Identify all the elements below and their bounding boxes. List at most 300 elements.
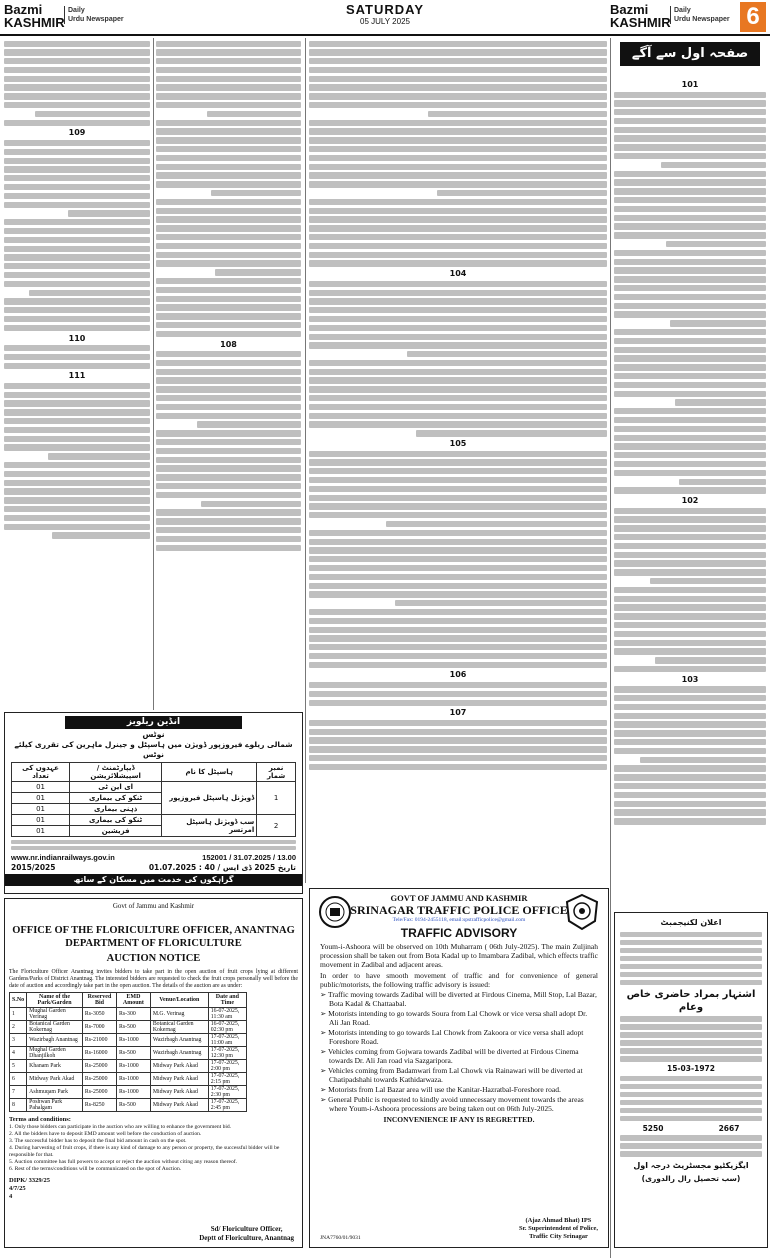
text-line xyxy=(614,109,766,115)
flori-col-header: Venue/Location xyxy=(150,993,208,1008)
text-line xyxy=(156,322,301,328)
table-cell: 2 xyxy=(10,1021,27,1034)
text-line xyxy=(309,225,607,231)
table-cell: Midway Park Akad xyxy=(150,1073,208,1086)
column-divider xyxy=(153,38,154,710)
text-line xyxy=(614,470,766,476)
railway-title: انڈین ریلویز xyxy=(65,716,242,729)
row-dept: ٹنکو کی بیماری xyxy=(70,793,162,804)
item-number: 104 xyxy=(449,269,467,279)
traffic-point: ➢ Motorists from Lal Bazar area will use the Kanitar-Hazratbal-Foreshore road. xyxy=(320,1085,561,1094)
text-line xyxy=(29,290,150,296)
text-line xyxy=(156,465,301,471)
floriculture-notice xyxy=(4,898,303,1248)
text-line xyxy=(4,418,150,424)
traffic-points xyxy=(320,990,598,1113)
traffic-point: ➢ Traffic moving towards Zadibal will be diverted at Firdous Cinema, Mill Stop, Lal Bazar, Bota Kadal & Chattaabal. xyxy=(320,990,597,1008)
text-line xyxy=(4,427,150,433)
article-text xyxy=(4,41,150,126)
police-emblem-icon xyxy=(318,895,352,929)
railway-website[interactable]: www.nr.indianrailways.gov.in xyxy=(11,852,115,862)
text-line xyxy=(395,600,607,606)
text-line xyxy=(309,755,607,761)
text-line xyxy=(620,1032,762,1038)
text-line xyxy=(156,287,301,293)
text-line xyxy=(309,290,607,296)
text-line xyxy=(309,691,607,697)
text-line xyxy=(309,609,607,615)
item-number: 102 xyxy=(681,496,699,506)
text-line xyxy=(614,569,766,575)
table-row xyxy=(10,1021,247,1034)
table-row xyxy=(10,1034,247,1047)
railway-table xyxy=(11,762,296,837)
text-line xyxy=(309,700,607,706)
text-line xyxy=(614,543,766,549)
railway-year: 2015/2025 xyxy=(11,862,56,872)
text-line xyxy=(309,67,607,73)
text-line xyxy=(614,508,766,514)
right-masthead xyxy=(610,3,671,29)
table-cell: Rs-21000 xyxy=(82,1034,116,1047)
text-line xyxy=(309,281,607,287)
table-cell: Rs-1000 xyxy=(117,1060,151,1073)
text-line xyxy=(309,627,607,633)
right-tagline xyxy=(670,6,730,24)
traffic-sig-title: Sr. Superintendent of Police, xyxy=(518,1225,598,1232)
text-line xyxy=(156,509,301,515)
text-line xyxy=(309,360,607,366)
notice-figure: 2667 xyxy=(718,1123,740,1133)
text-line xyxy=(4,263,150,269)
text-line xyxy=(11,846,296,850)
table-cell: Rs-300 xyxy=(117,1008,151,1021)
text-line xyxy=(309,316,607,322)
text-line xyxy=(614,560,766,566)
page-number: 6 xyxy=(740,2,766,32)
flori-table xyxy=(9,992,247,1112)
table-cell: 17-07-2025, 11:00 am xyxy=(208,1034,246,1047)
text-line xyxy=(4,193,150,199)
text-line xyxy=(156,545,301,551)
table-cell: 16-07-2025, 11:30 am xyxy=(208,1008,246,1021)
flori-ref-date: 4/7/25 xyxy=(9,1185,26,1192)
row-dept: ای این ٹی xyxy=(70,782,162,793)
text-line xyxy=(156,386,301,392)
text-line xyxy=(416,430,607,436)
table-cell: Midway Park Akad xyxy=(150,1086,208,1099)
railway-reference: 152001 / 31.07.2025 / 13.00 xyxy=(202,852,296,862)
text-line xyxy=(614,355,766,361)
text-line xyxy=(48,453,150,459)
text-line xyxy=(620,948,762,954)
jk-police-badge-icon xyxy=(564,893,600,931)
table-cell: 16-07-2025, 02:30 pm xyxy=(208,1021,246,1034)
table-row xyxy=(10,1060,247,1073)
text-line xyxy=(309,146,607,152)
notice-date: 15-03-1972 xyxy=(667,1064,715,1073)
item-number: 109 xyxy=(68,128,86,138)
left-masthead xyxy=(4,3,65,29)
text-line xyxy=(4,41,150,47)
traffic-ref: JNA7760/01/9031 xyxy=(320,1235,361,1241)
text-line xyxy=(156,304,301,310)
text-line xyxy=(156,492,301,498)
text-line xyxy=(309,720,607,726)
text-line xyxy=(309,635,607,641)
row-count: 01 xyxy=(12,815,70,826)
notice-text xyxy=(620,1135,762,1157)
text-line xyxy=(4,497,150,503)
text-line xyxy=(309,729,607,735)
flori-sign-2: Deptt of Floriculture, Anantnag xyxy=(199,1234,294,1242)
notice-figures xyxy=(615,1124,767,1133)
row-dept: فزیشین xyxy=(70,826,162,837)
text-line xyxy=(614,364,766,370)
text-line xyxy=(309,644,607,650)
text-line xyxy=(156,430,301,436)
text-line xyxy=(156,67,301,73)
text-line xyxy=(620,1040,762,1046)
text-line xyxy=(4,237,150,243)
text-line xyxy=(614,452,766,458)
table-cell: Botanical Garden Kokernag xyxy=(27,1021,83,1034)
masthead-top: Bazmi xyxy=(610,2,649,17)
text-line xyxy=(156,49,301,55)
text-line xyxy=(620,1048,762,1054)
dateline xyxy=(300,2,470,26)
text-line xyxy=(614,329,766,335)
text-line xyxy=(614,695,766,701)
traffic-point: ➢ Vehicles coming from Badamwari from Lal Chowk via Rainawari will be diverted at Chatipadshahi towards Kathidarwaza. xyxy=(320,1066,583,1084)
article-text xyxy=(309,720,607,770)
text-line xyxy=(4,140,150,146)
text-line xyxy=(156,164,301,170)
text-line xyxy=(4,480,150,486)
flori-ref: DIPK/ 3329/25 xyxy=(9,1177,50,1184)
table-cell: Ashmuqam Park xyxy=(27,1086,83,1099)
text-line xyxy=(614,640,766,646)
text-line xyxy=(309,468,607,474)
text-line xyxy=(309,574,607,580)
text-line xyxy=(309,459,607,465)
table-cell: Khanam Park xyxy=(27,1060,83,1073)
text-line xyxy=(620,932,762,938)
text-line xyxy=(156,58,301,64)
text-line xyxy=(4,76,150,82)
text-line xyxy=(620,1076,762,1082)
text-line xyxy=(156,199,301,205)
text-line xyxy=(156,225,301,231)
article-text xyxy=(614,508,766,673)
text-line xyxy=(4,158,150,164)
text-line xyxy=(4,392,150,398)
text-line xyxy=(620,1108,762,1114)
text-line xyxy=(309,404,607,410)
item-number: 107 xyxy=(449,708,467,718)
flori-col-header: Reserved Bid xyxy=(82,993,116,1008)
text-line xyxy=(156,208,301,214)
text-line xyxy=(4,166,150,172)
text-line xyxy=(614,613,766,619)
flori-col-header: Name of the Park/Garden xyxy=(27,993,83,1008)
text-line xyxy=(309,199,607,205)
flori-intro: The Floriculture Officer Anantnag invites bidders to take part in the open auction of fruit crops lying at different Gardens/Parks of District Anantnag. The interested bidders are requested to check the fruit crops personally well before the date of auction and accordingly take part in the open auction. The details of the auction are as under: xyxy=(9,969,298,989)
text-line xyxy=(4,462,150,468)
row-count: 01 xyxy=(12,826,70,837)
text-line xyxy=(309,486,607,492)
text-line xyxy=(309,41,607,47)
table-cell: Rs-25000 xyxy=(82,1086,116,1099)
flori-term: 4. During harvesting of fruit crops, if there is any kind of damage to any person or property, the successful bidder will be responsible for that. xyxy=(9,1145,280,1158)
item-number: 108 xyxy=(220,339,237,349)
text-line xyxy=(614,206,766,212)
urdu-notice-title: اعلان لکنیجمبٹ xyxy=(660,918,722,927)
text-line xyxy=(156,377,301,383)
text-line xyxy=(614,487,766,493)
article-text xyxy=(309,451,607,668)
text-line xyxy=(4,524,150,530)
table-cell: Midway Park Akad xyxy=(150,1099,208,1112)
tag-daily: Daily xyxy=(68,7,85,14)
text-line xyxy=(4,363,150,369)
text-line xyxy=(614,382,766,388)
text-line xyxy=(309,137,607,143)
text-line xyxy=(614,552,766,558)
text-line xyxy=(11,840,296,844)
text-line xyxy=(614,338,766,344)
article-text xyxy=(309,41,607,267)
text-line xyxy=(614,622,766,628)
text-line xyxy=(620,1116,762,1122)
flori-sign-1: Sd/ Floriculture Officer, xyxy=(210,1225,283,1233)
text-line xyxy=(4,102,150,108)
text-line xyxy=(309,243,607,249)
section-title: صفحہ اول سے آگے xyxy=(620,42,760,66)
urdu-public-notice xyxy=(614,912,768,1248)
right-column xyxy=(614,38,766,908)
text-line xyxy=(614,223,766,229)
table-cell: 6 xyxy=(10,1073,27,1086)
table-cell: 17-07-2025, 2:45 pm xyxy=(208,1099,246,1112)
day-label: SATURDAY xyxy=(345,2,425,17)
table-cell: 8 xyxy=(10,1099,27,1112)
text-line xyxy=(620,1100,762,1106)
traffic-govt: GOVT OF JAMMU AND KASHMIR xyxy=(390,893,528,903)
flori-terms xyxy=(9,1124,298,1173)
text-line xyxy=(614,100,766,106)
text-line xyxy=(614,783,766,789)
table-cell: Rs-3050 xyxy=(82,1008,116,1021)
text-line xyxy=(309,764,607,770)
table-row xyxy=(10,1047,247,1060)
flori-term: 1. Only those bidders can participate in the auction who are willing to enhance the government bid. xyxy=(9,1124,232,1130)
text-line xyxy=(675,399,766,405)
text-line xyxy=(620,1143,762,1149)
text-line xyxy=(614,704,766,710)
article-text xyxy=(4,140,150,331)
text-line xyxy=(4,506,150,512)
text-line xyxy=(156,146,301,152)
text-line xyxy=(156,313,301,319)
text-line xyxy=(614,525,766,531)
text-line xyxy=(309,334,607,340)
text-line xyxy=(156,41,301,47)
text-line xyxy=(655,657,766,663)
text-line xyxy=(211,190,301,196)
notice-text xyxy=(620,932,762,986)
table-cell: 4 xyxy=(10,1047,27,1060)
text-line xyxy=(4,93,150,99)
text-line xyxy=(4,383,150,389)
text-line xyxy=(614,713,766,719)
traffic-point: ➢ General Public is requested to kindly avoid unnecessary movement towards the areas where Youm-i-Ashoora processions are being taken out on 06th July-2025. xyxy=(320,1095,584,1113)
text-line xyxy=(156,360,301,366)
text-line xyxy=(4,49,150,55)
masthead-top: Bazmi xyxy=(4,2,43,17)
text-line xyxy=(309,565,607,571)
table-cell: Rs-16000 xyxy=(82,1047,116,1060)
text-line xyxy=(620,1016,762,1022)
text-line xyxy=(309,495,607,501)
text-line xyxy=(4,120,150,126)
text-line xyxy=(679,479,766,485)
text-line xyxy=(614,92,766,98)
text-line xyxy=(614,311,766,317)
text-line xyxy=(620,972,762,978)
text-line xyxy=(614,818,766,824)
row-dept: ٹنکو کی بیماری xyxy=(70,815,162,826)
table-cell: Midway Park Akad xyxy=(27,1073,83,1086)
text-line xyxy=(309,618,607,624)
tag-daily: Daily xyxy=(674,7,691,14)
text-line xyxy=(614,739,766,745)
text-line xyxy=(156,278,301,284)
text-line xyxy=(156,260,301,266)
flori-signature xyxy=(199,1225,294,1243)
text-line xyxy=(614,809,766,815)
railway-subtitle: شمالی ریلوے فیروزپور ڈویژن میں ہاسپٹل و جینرل ماہرین کی تقرری کیلئے نوٹس xyxy=(14,740,293,759)
column-divider xyxy=(610,38,611,1258)
table-cell: Rs-8250 xyxy=(82,1099,116,1112)
table-cell: Rs-500 xyxy=(117,1021,151,1034)
table-row xyxy=(10,1086,247,1099)
text-line xyxy=(309,413,607,419)
text-line xyxy=(614,171,766,177)
table-cell: Rs-500 xyxy=(117,1099,151,1112)
table-row xyxy=(10,1099,247,1112)
text-line xyxy=(4,58,150,64)
article-text xyxy=(4,345,150,369)
text-line xyxy=(650,578,766,584)
table-cell: 7 xyxy=(10,1086,27,1099)
column-divider xyxy=(305,38,306,883)
table-cell: Midway Park Akad xyxy=(150,1060,208,1073)
table-cell: Rs-7000 xyxy=(82,1021,116,1034)
text-line xyxy=(309,181,607,187)
text-line xyxy=(309,84,607,90)
text-line xyxy=(156,181,301,187)
text-line xyxy=(614,408,766,414)
flori-col-header: EMD Amount xyxy=(117,993,151,1008)
row-sno: 2 xyxy=(257,815,296,837)
text-line xyxy=(614,792,766,798)
text-line xyxy=(386,521,607,527)
table-cell: 17-07-2025, 2:30 pm xyxy=(208,1086,246,1099)
text-line xyxy=(640,757,766,763)
text-line xyxy=(201,501,301,507)
text-line xyxy=(156,137,301,143)
text-line xyxy=(309,395,607,401)
text-line xyxy=(614,587,766,593)
traffic-sig-name: (Ajaz Ahmad Bhat) IPS xyxy=(525,1217,592,1224)
text-line xyxy=(614,748,766,754)
text-line xyxy=(156,234,301,240)
flori-terms-title: Terms and conditions: xyxy=(9,1116,71,1123)
text-line xyxy=(309,530,607,536)
text-line xyxy=(4,400,150,406)
item-number: 110 xyxy=(68,333,86,343)
text-line xyxy=(614,294,766,300)
text-line xyxy=(309,128,607,134)
flori-col-header: S.No xyxy=(10,993,27,1008)
table-cell: 5 xyxy=(10,1060,27,1073)
traffic-intro-2: In order to have smooth movement of traffic and for convenience of general public/motorists, the following traffic advisory is issued: xyxy=(320,971,598,989)
text-line xyxy=(309,737,607,743)
text-line xyxy=(620,1084,762,1090)
text-line xyxy=(309,369,607,375)
text-line xyxy=(614,179,766,185)
text-line xyxy=(309,260,607,266)
text-line xyxy=(614,417,766,423)
text-line xyxy=(309,653,607,659)
flori-term: 3. The successful bidder has to deposit the final bid amount in cash on the spot. xyxy=(9,1138,187,1144)
text-line xyxy=(620,980,762,986)
table-cell: 17-07-2025, 2:15 pm xyxy=(208,1073,246,1086)
flori-term: 2. All the bidders have to deposit EMD amount well before the conduction of auction. xyxy=(9,1131,202,1137)
text-line xyxy=(309,172,607,178)
text-line xyxy=(614,303,766,309)
text-line xyxy=(309,583,607,589)
text-line xyxy=(156,439,301,445)
text-line xyxy=(215,269,301,275)
row-hospital: سب ڈویژنل ہاسپٹل امرتسر xyxy=(162,815,257,837)
text-line xyxy=(614,135,766,141)
article-text xyxy=(156,351,301,551)
text-line xyxy=(52,532,150,538)
text-line xyxy=(309,512,607,518)
text-line xyxy=(156,243,301,249)
text-line xyxy=(309,342,607,348)
text-line xyxy=(4,175,150,181)
text-line xyxy=(614,534,766,540)
text-line xyxy=(4,436,150,442)
text-line xyxy=(207,111,301,117)
article-text xyxy=(4,383,150,539)
text-line xyxy=(614,604,766,610)
table-cell: Rs-25000 xyxy=(82,1060,116,1073)
text-line xyxy=(4,307,150,313)
text-line xyxy=(614,461,766,467)
text-line xyxy=(614,259,766,265)
text-line xyxy=(156,369,301,375)
text-line xyxy=(156,216,301,222)
text-line xyxy=(156,296,301,302)
text-line xyxy=(156,404,301,410)
text-line xyxy=(4,325,150,331)
article-text xyxy=(156,41,301,338)
traffic-advisory xyxy=(309,888,609,1248)
